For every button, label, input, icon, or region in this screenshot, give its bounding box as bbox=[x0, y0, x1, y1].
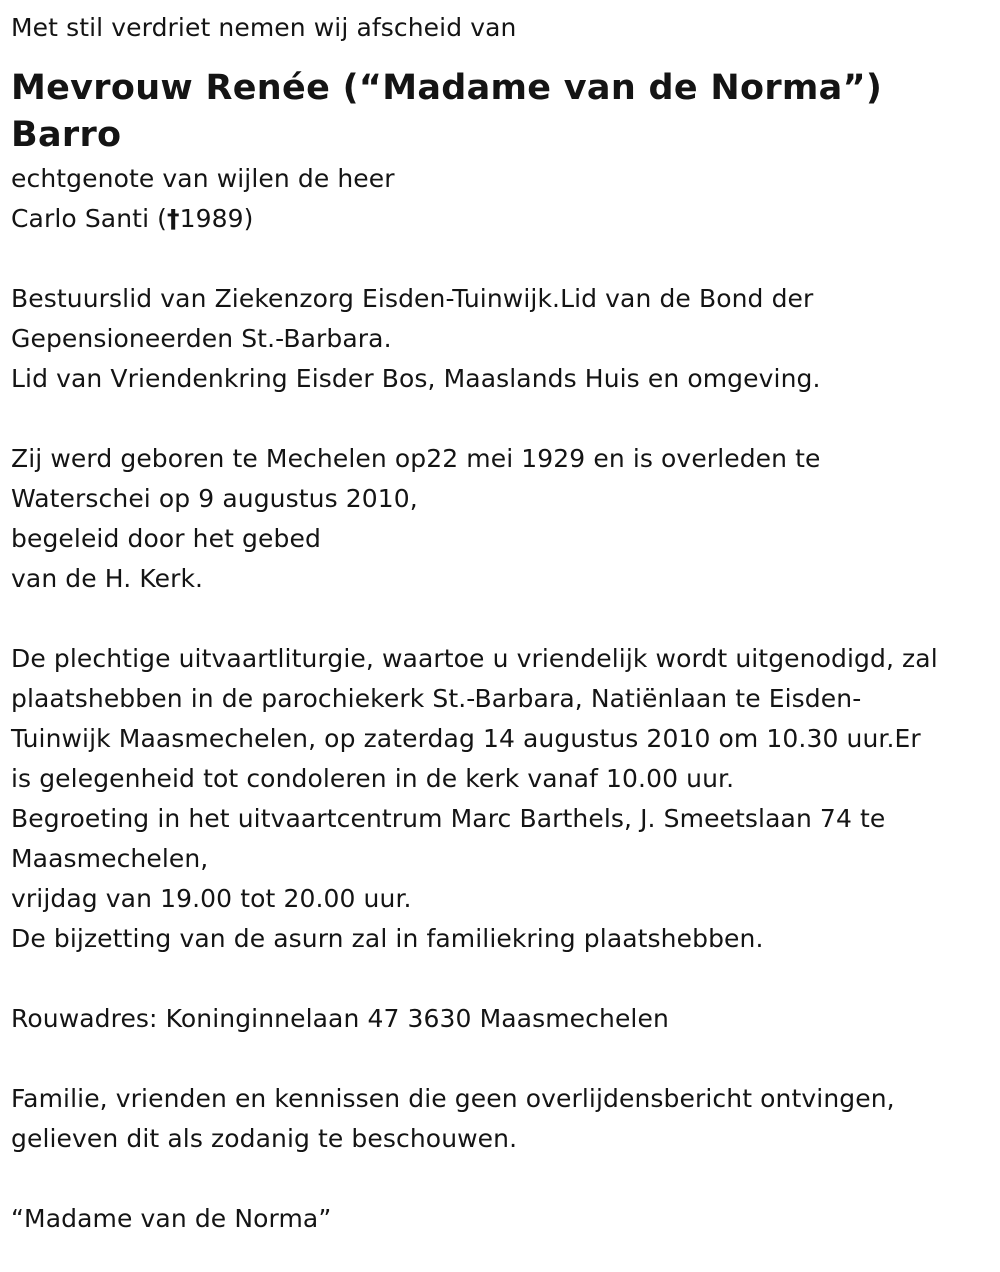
birth-death-line: begeleid door het gebed bbox=[11, 524, 321, 553]
membership-line: Lid van Vriendenkring Eisder Bos, Maaslands Huis en omgeving. bbox=[11, 364, 821, 393]
spacer bbox=[11, 959, 996, 999]
mourning-address: Rouwadres: Koninginnelaan 47 3630 Maasmechelen bbox=[11, 1004, 669, 1033]
deceased-name-line-2: Barro bbox=[11, 115, 122, 155]
funeral-line: De bijzetting van de asurn zal in familiekring plaatshebben. bbox=[11, 924, 764, 953]
notice-line: Familie, vrienden en kennissen die geen overlijdensbericht ontvingen, bbox=[11, 1084, 895, 1113]
funeral-section bbox=[11, 639, 996, 959]
birth-death-section bbox=[11, 439, 996, 599]
cross-icon: † bbox=[167, 204, 180, 233]
deceased-name-line-1: Mevrouw Renée (“Madame van de Norma”) bbox=[11, 68, 883, 108]
spacer bbox=[11, 399, 996, 439]
birth-death-line: Waterschei op 9 augustus 2010, bbox=[11, 484, 418, 513]
funeral-line: Tuinwijk Maasmechelen, op zaterdag 14 augustus 2010 om 10.30 uur.Er bbox=[11, 724, 921, 753]
membership-line: Bestuurslid van Ziekenzorg Eisden-Tuinwijk.Lid van de Bond der bbox=[11, 284, 814, 313]
membership-line: Gepensioneerden St.-Barbara. bbox=[11, 324, 392, 353]
obituary-document bbox=[11, 8, 996, 1239]
funeral-line: is gelegenheid tot condoleren in de kerk vanaf 10.00 uur. bbox=[11, 764, 735, 793]
funeral-line: Maasmechelen, bbox=[11, 844, 209, 873]
spacer bbox=[11, 1039, 996, 1079]
funeral-line: Begroeting in het uitvaartcentrum Marc Barthels, J. Smeetslaan 74 te bbox=[11, 804, 886, 833]
spouse-section bbox=[11, 159, 996, 239]
spouse-intro: echtgenote van wijlen de heer bbox=[11, 164, 395, 193]
intro-line: Met stil verdriet nemen wij afscheid van bbox=[11, 13, 517, 42]
notice-line: gelieven dit als zodanig te beschouwen. bbox=[11, 1124, 518, 1153]
spouse-name: Carlo Santi ( bbox=[11, 204, 168, 233]
spacer bbox=[11, 1159, 996, 1199]
funeral-line: vrijdag van 19.00 tot 20.00 uur. bbox=[11, 884, 412, 913]
memberships-section bbox=[11, 279, 996, 399]
spacer bbox=[11, 599, 996, 639]
deceased-name bbox=[11, 65, 996, 159]
spacer bbox=[11, 48, 996, 65]
closing-nickname: “Madame van de Norma” bbox=[11, 1204, 332, 1233]
birth-death-line: Zij werd geboren te Mechelen op22 mei 1929 en is overleden te bbox=[11, 444, 821, 473]
spouse-death-year: 1989) bbox=[179, 204, 254, 233]
birth-death-line: van de H. Kerk. bbox=[11, 564, 204, 593]
notice-section bbox=[11, 1079, 996, 1159]
spouse-name-line bbox=[11, 199, 996, 239]
funeral-line: De plechtige uitvaartliturgie, waartoe u vriendelijk wordt uitgenodigd, zal bbox=[11, 644, 938, 673]
funeral-line: plaatshebben in de parochiekerk St.-Barbara, Natiënlaan te Eisden- bbox=[11, 684, 862, 713]
spacer bbox=[11, 239, 996, 279]
